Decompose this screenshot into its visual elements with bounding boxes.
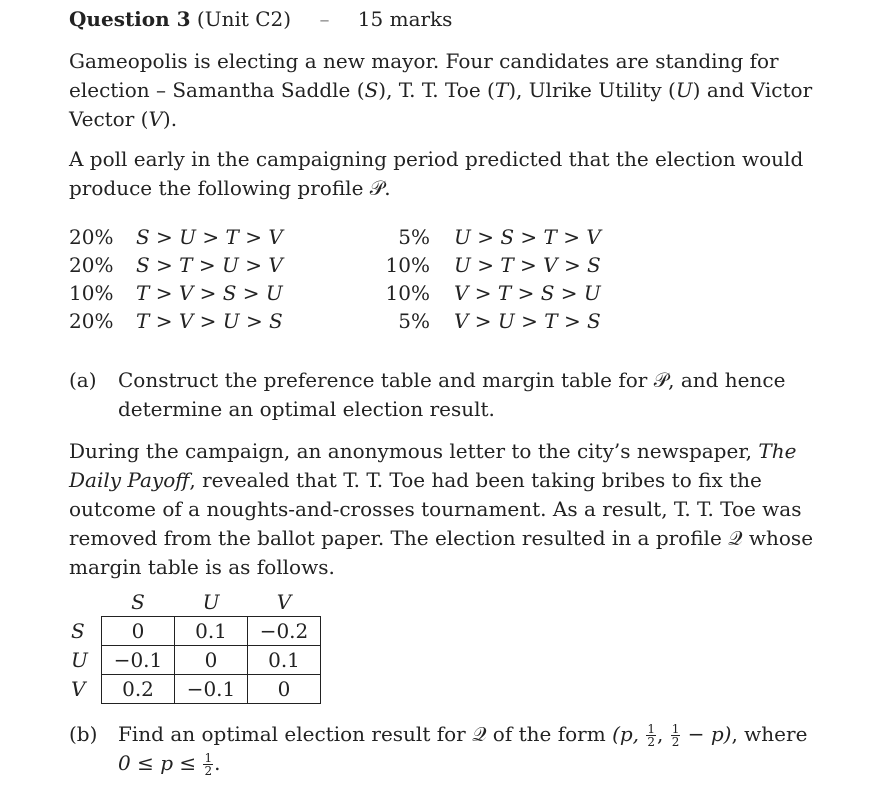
intro-line-2: election – Samantha Saddle (S), T. T. Toe (T), Ulrike Utility (U) and Victor	[69, 78, 813, 102]
campaign-line-2: Daily Payoff, revealed that T. T. Toe had been taking bribes to fix the	[69, 468, 762, 492]
profile-row	[69, 253, 629, 281]
column-header: S	[131, 590, 145, 614]
table-row	[69, 646, 321, 675]
part-a-line-1: Construct the preference table and margin table for 𝒫, and hence	[118, 368, 786, 392]
fraction-half: $\frac{1}{2}$	[204, 751, 213, 778]
profile-order: U > T > V > S	[454, 253, 601, 277]
table-cell: 0.1	[175, 617, 248, 646]
poll-paragraph	[69, 145, 849, 203]
column-header: V	[276, 590, 292, 614]
part-b-line-2: 0 ≤ p ≤ $\frac{1}{2}$ .	[118, 751, 221, 778]
profile-percent: 5%	[398, 225, 430, 249]
unit-label: (Unit C2)	[196, 7, 292, 31]
campaign-line-5: margin table is as follows.	[69, 555, 335, 579]
profile-order: T > V > U > S	[136, 309, 283, 333]
profile-order: V > T > S > U	[454, 281, 601, 305]
profile-row	[69, 309, 629, 337]
part-b-line-1: Find an optimal election result for 𝒬 of the form (p, $\frac{1}{2}$ , $\frac{1}{2}$ − p), where	[118, 722, 808, 749]
table-cell: 0	[248, 675, 321, 704]
row-header: V	[71, 677, 86, 701]
profile-percent: 20%	[69, 309, 114, 333]
fraction-half: $\frac{1}{2}$	[671, 722, 680, 749]
table-cell: 0	[175, 646, 248, 675]
profile-order: U > S > T > V	[454, 225, 601, 249]
intro-line-1: Gameopolis is electing a new mayor. Four candidates are standing for	[69, 49, 779, 73]
profile-percent: 10%	[385, 281, 430, 305]
table-cell: 0.2	[102, 675, 175, 704]
heading-dash: –	[319, 7, 330, 31]
part-a	[69, 366, 829, 424]
question-number: Question 3	[69, 7, 191, 31]
table-row	[69, 617, 321, 646]
campaign-line-4: removed from the ballot paper. The election resulted in a profile 𝒬 whose	[69, 526, 814, 550]
table-row	[69, 675, 321, 704]
profile-order: T > V > S > U	[136, 281, 283, 305]
question-heading	[69, 5, 452, 34]
profile-list	[69, 225, 629, 337]
table-cell: 0.1	[248, 646, 321, 675]
profile-percent: 5%	[398, 309, 430, 333]
table-cell: −0.1	[102, 646, 175, 675]
poll-line-2: produce the following profile 𝒫.	[69, 176, 391, 200]
row-header: U	[71, 648, 88, 672]
fraction-half: $\frac{1}{2}$	[647, 722, 656, 749]
marks-label: 15 marks	[357, 7, 453, 31]
table-cell: 0	[102, 617, 175, 646]
intro-paragraph	[69, 47, 859, 134]
table-cell: −0.1	[175, 675, 248, 704]
profile-order: S > T > U > V	[136, 253, 283, 277]
part-b	[69, 720, 849, 778]
profile-percent: 10%	[385, 253, 430, 277]
table-cell: −0.2	[248, 617, 321, 646]
profile-order: V > U > T > S	[454, 309, 601, 333]
part-a-label: (a)	[69, 368, 97, 392]
margin-table	[69, 588, 321, 704]
column-header: U	[202, 590, 220, 614]
poll-line-1: A poll early in the campaigning period predicted that the election would	[69, 147, 804, 171]
profile-row	[69, 225, 629, 253]
profile-percent: 20%	[69, 225, 114, 249]
profile-percent: 20%	[69, 253, 114, 277]
intro-line-3: Vector (V).	[69, 107, 178, 131]
profile-row	[69, 281, 629, 309]
campaign-line-1: During the campaign, an anonymous letter to the city’s newspaper, The	[69, 439, 797, 463]
campaign-line-3: outcome of a noughts-and-crosses tournament. As a result, T. T. Toe was	[69, 497, 802, 521]
part-a-line-2: determine an optimal election result.	[118, 397, 495, 421]
profile-order: S > U > T > V	[136, 225, 283, 249]
profile-percent: 10%	[69, 281, 114, 305]
part-b-label: (b)	[69, 722, 98, 746]
row-header: S	[71, 619, 85, 643]
campaign-paragraph	[69, 437, 849, 582]
